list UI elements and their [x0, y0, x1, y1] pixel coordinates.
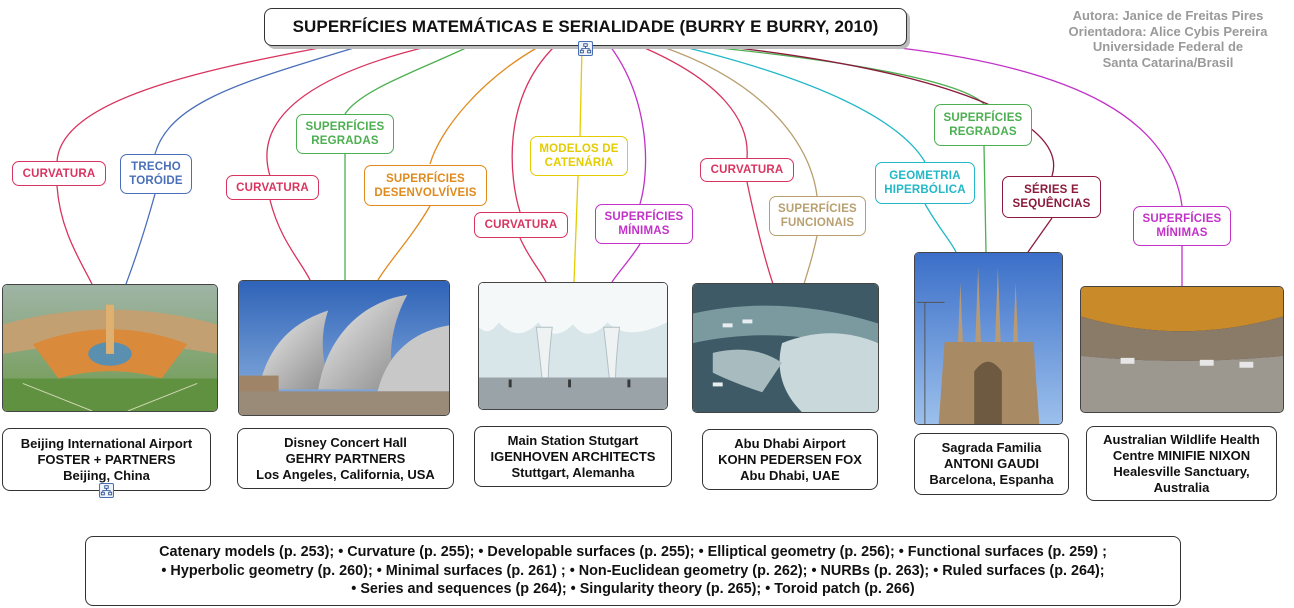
- tag-label: GEOMETRIA: [889, 170, 961, 182]
- references-box: [85, 536, 1181, 606]
- tag-superficies-desenvolviveis[interactable]: [364, 165, 487, 206]
- credit-university: Universidade Federal de: [1092, 39, 1244, 54]
- project-location: Los Angeles, California, USA: [256, 466, 435, 482]
- sitemap-icon[interactable]: [578, 41, 593, 56]
- link-desenvolviveis-disney: [378, 206, 430, 280]
- link-title-curvatura-4: [640, 46, 747, 158]
- reference-line: • Hyperbolic geometry (p. 260); • Minimal surfaces (p. 261) ; • Non-Euclidean geometry (p. 262); • NURBs (p. 263); • Ruled surfaces (p. 264);: [161, 562, 1105, 579]
- tag-label: DESENVOLVÍVEIS: [374, 186, 477, 199]
- tag-label: SUPERFÍCIES: [386, 172, 465, 185]
- project-architect: GEHRY PARTNERS: [285, 450, 406, 466]
- tag-label: TRECHO: [131, 161, 181, 173]
- link-title-hiperbolica: [680, 46, 925, 162]
- tag-label: SUPERFÍCIES: [305, 121, 385, 133]
- tag-modelos-de-catenaria[interactable]: [530, 136, 628, 176]
- project-location: Abu Dhabi, UAE: [740, 467, 840, 483]
- link-hiperbolica-sagrada: [925, 204, 956, 252]
- project-caption-disney: [237, 428, 454, 489]
- link-regradas-2-sagrada: [984, 146, 986, 252]
- photo-abu-dhabi-airport: [692, 283, 879, 413]
- tag-series-e-sequencias[interactable]: [1002, 176, 1101, 218]
- link-catenaria-stuttgart: [574, 176, 578, 282]
- tag-label: SUPERFÍCIES: [943, 112, 1023, 124]
- project-name: Abu Dhabi Airport: [734, 435, 846, 451]
- photo-beijing-airport: [2, 284, 218, 412]
- link-series-sagrada: [1028, 218, 1052, 252]
- tag-label: CURVATURA: [236, 181, 309, 194]
- project-name: Main Station Stutgart: [507, 432, 639, 448]
- credit-location: Santa Catarina/Brasil: [1102, 54, 1234, 70]
- link-title-curvatura-3: [512, 46, 555, 212]
- tag-label: MODELOS DE: [539, 143, 619, 155]
- link-curvatura-3-stuttgart: [520, 238, 546, 282]
- credits: [1034, 8, 1294, 70]
- project-architect: IGENHOVEN ARCHITECTS: [490, 448, 656, 464]
- link-title-curvatura-1: [57, 46, 330, 162]
- project-location: Healesville Sanctuary,: [1113, 463, 1250, 479]
- project-caption-abu-dhabi: [702, 429, 878, 490]
- reference-line: Catenary models (p. 253); • Curvature (p. 255); • Developable surfaces (p. 255); • Elliptical geometry (p. 256); • Functional surfaces (p. 259) ;: [159, 544, 1107, 561]
- project-architect: Centre MINIFIE NIXON: [1112, 447, 1251, 463]
- link-title-regradas-1: [345, 46, 470, 114]
- tag-geometria-hiperbolica[interactable]: [875, 162, 975, 204]
- project-caption-beijing: [2, 428, 211, 491]
- tag-label: TORÓIDE: [129, 175, 183, 187]
- tag-label: CURVATURA: [22, 167, 96, 180]
- link-toroide-beijing: [126, 194, 155, 284]
- project-architect: ANTONI GAUDI: [943, 456, 1040, 471]
- tag-label: CURVATURA: [710, 164, 784, 176]
- sitemap-icon[interactable]: [99, 483, 114, 498]
- link-curvatura-1-beijing: [57, 186, 92, 284]
- link-title-regradas-2: [700, 46, 984, 104]
- tag-trecho-toroide[interactable]: [120, 154, 192, 194]
- link-title-minimas-1: [610, 46, 646, 204]
- project-location: Barcelona, Espanha: [929, 472, 1054, 487]
- map-title: SUPERFÍCIES MATEMÁTICAS E SERIALIDADE (BURRY E BURRY, 2010): [264, 8, 907, 46]
- tag-label: REGRADAS: [949, 126, 1017, 138]
- link-title-curvatura-2: [267, 46, 430, 176]
- photo-disney-concert-hall: [238, 280, 450, 416]
- project-caption-sagrada: [914, 433, 1069, 495]
- tag-curvatura[interactable]: [12, 161, 106, 186]
- project-name: Beijing International Airport: [20, 435, 193, 451]
- tag-superficies-minimas[interactable]: [595, 204, 693, 244]
- credit-author: Autora: Janice de Freitas Pires: [1072, 8, 1264, 23]
- tag-superficies-minimas[interactable]: [1133, 206, 1231, 246]
- project-name: Australian Wildlife Health: [1103, 431, 1260, 447]
- project-architect: KOHN PEDERSEN FOX: [718, 451, 862, 467]
- tag-label: MÍNIMAS: [618, 225, 670, 237]
- photo-wildlife-health-centre: [1080, 286, 1284, 413]
- link-minimas-1-stuttgart: [612, 244, 640, 282]
- link-title-desenvolviveis: [430, 46, 540, 164]
- tag-label: REGRADAS: [311, 135, 379, 147]
- credit-advisor: Orientadora: Alice Cybis Pereira: [1068, 23, 1268, 39]
- tag-label: CURVATURA: [484, 219, 558, 231]
- tag-label: CATENÁRIA: [544, 157, 614, 169]
- project-caption-wildlife: [1086, 426, 1277, 501]
- project-location: Stuttgart, Alemanha: [511, 464, 635, 480]
- link-curvatura-2-disney: [270, 200, 310, 280]
- project-name: Sagrada Familia: [941, 440, 1042, 455]
- tag-curvatura[interactable]: [700, 158, 794, 182]
- tag-curvatura[interactable]: [226, 175, 319, 200]
- project-name: Disney Concert Hall: [284, 434, 407, 450]
- tag-label: SEQUÊNCIAS: [1012, 198, 1091, 210]
- tag-superficies-funcionais[interactable]: [769, 196, 866, 236]
- reference-line: • Series and sequences (p 264); • Singularity theory (p. 265); • Toroid patch (p. 266): [351, 581, 915, 598]
- link-curvatura-4-abudhabi: [747, 182, 773, 284]
- project-location: Beijing, China: [63, 467, 150, 483]
- tag-label: SÉRIES E: [1024, 184, 1079, 196]
- link-title-catenaria: [580, 46, 582, 136]
- tag-label: SUPERFÍCIES: [778, 203, 857, 215]
- photo-sagrada-familia: [914, 252, 1063, 425]
- tag-label: MÍNIMAS: [1156, 227, 1208, 239]
- project-caption-stuttgart: [474, 426, 672, 487]
- link-funcionais-abudhabi: [804, 236, 817, 284]
- tag-superficies-regradas[interactable]: [934, 104, 1032, 146]
- tag-label: SUPERFÍCIES: [1142, 213, 1222, 225]
- tag-curvatura[interactable]: [474, 212, 568, 238]
- photo-stuttgart-station: [478, 282, 668, 410]
- tag-label: HIPERBÓLICA: [884, 184, 966, 196]
- tag-label: FUNCIONAIS: [780, 217, 855, 229]
- project-location: Australia: [1153, 479, 1210, 495]
- tag-label: SUPERFÍCIES: [604, 211, 684, 223]
- tag-superficies-regradas[interactable]: [296, 114, 394, 154]
- project-architect: FOSTER + PARTNERS: [37, 451, 176, 467]
